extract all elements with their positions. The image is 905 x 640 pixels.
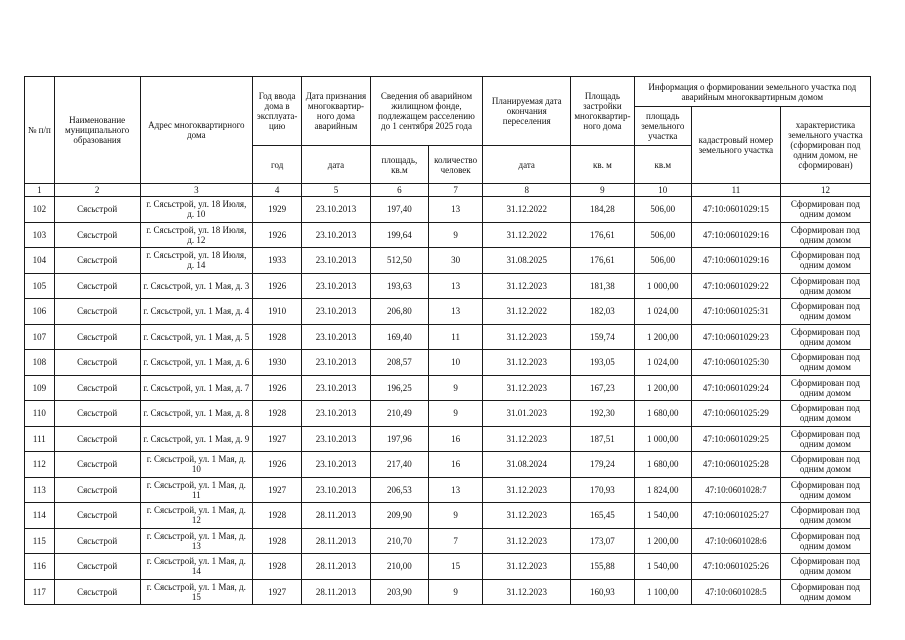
planned-date-cell: 31.12.2022 [483, 197, 571, 223]
year-cell: 1927 [253, 579, 302, 605]
year-cell: 1933 [253, 248, 302, 274]
recognition-date-cell: 23.10.2013 [302, 222, 371, 248]
land-area-cell: 1 200,00 [634, 375, 691, 401]
people-count-cell: 13 [429, 299, 483, 325]
municipality-cell: Сясьстрой [54, 197, 140, 223]
land-status-cell: Сформирован под одним домом [780, 426, 870, 452]
recognition-date-cell: 23.10.2013 [302, 324, 371, 350]
recognition-date-cell: 23.10.2013 [302, 452, 371, 478]
table-row [25, 401, 871, 427]
cadastral-number-cell: 47:10:0601028:6 [691, 528, 780, 554]
area-cell: 196,25 [370, 375, 428, 401]
year-cell: 1926 [253, 222, 302, 248]
table-row [25, 324, 871, 350]
unit-area: площадь, кв.м [370, 146, 428, 184]
column-number: 4 [253, 184, 302, 197]
recognition-date-cell: 23.10.2013 [302, 350, 371, 376]
column-number: 9 [571, 184, 634, 197]
address-cell: г. Сясьстрой, ул. 18 Июля, д. 10 [140, 197, 253, 223]
land-area-cell: 1 540,00 [634, 503, 691, 529]
land-status-cell: Сформирован под одним домом [780, 579, 870, 605]
address-cell: г. Сясьстрой, ул. 1 Мая, д. 4 [140, 299, 253, 325]
cadastral-number-cell: 47:10:0601025:27 [691, 503, 780, 529]
table-row [25, 528, 871, 554]
municipality-cell: Сясьстрой [54, 554, 140, 580]
row-number: 104 [25, 248, 55, 274]
built-area-cell: 155,88 [571, 554, 634, 580]
area-cell: 169,40 [370, 324, 428, 350]
header-built-area: Площадь застройки многоквартир-ного дома [571, 77, 634, 146]
address-cell: г. Сясьстрой, ул. 1 Мая, д. 7 [140, 375, 253, 401]
row-number: 108 [25, 350, 55, 376]
planned-date-cell: 31.01.2023 [483, 401, 571, 427]
row-number: 103 [25, 222, 55, 248]
land-status-cell: Сформирован под одним домом [780, 222, 870, 248]
people-count-cell: 9 [429, 579, 483, 605]
area-cell: 512,50 [370, 248, 428, 274]
planned-date-cell: 31.12.2023 [483, 528, 571, 554]
row-number: 114 [25, 503, 55, 529]
address-cell: г. Сясьстрой, ул. 1 Мая, д. 6 [140, 350, 253, 376]
planned-date-cell: 31.12.2023 [483, 503, 571, 529]
built-area-cell: 160,93 [571, 579, 634, 605]
planned-date-cell: 31.12.2023 [483, 579, 571, 605]
recognition-date-cell: 23.10.2013 [302, 197, 371, 223]
area-cell: 210,49 [370, 401, 428, 427]
table-row [25, 222, 871, 248]
built-area-cell: 182,03 [571, 299, 634, 325]
municipality-cell: Сясьстрой [54, 426, 140, 452]
year-cell: 1926 [253, 452, 302, 478]
address-cell: г. Сясьстрой, ул. 18 Июля, д. 12 [140, 222, 253, 248]
people-count-cell: 13 [429, 197, 483, 223]
people-count-cell: 9 [429, 375, 483, 401]
column-number: 6 [370, 184, 428, 197]
planned-date-cell: 31.12.2022 [483, 222, 571, 248]
recognition-date-cell: 23.10.2013 [302, 401, 371, 427]
table-row [25, 197, 871, 223]
land-status-cell: Сформирован под одним домом [780, 375, 870, 401]
row-number: 112 [25, 452, 55, 478]
planned-date-cell: 31.12.2023 [483, 426, 571, 452]
year-cell: 1929 [253, 197, 302, 223]
column-number: 1 [25, 184, 55, 197]
built-area-cell: 170,93 [571, 477, 634, 503]
area-cell: 209,90 [370, 503, 428, 529]
address-cell: г. Сясьстрой, ул. 18 Июля, д. 14 [140, 248, 253, 274]
municipality-cell: Сясьстрой [54, 401, 140, 427]
header-municipality: Наименование муниципального образования [54, 77, 140, 184]
people-count-cell: 9 [429, 503, 483, 529]
row-number: 111 [25, 426, 55, 452]
recognition-date-cell: 23.10.2013 [302, 375, 371, 401]
row-number: 102 [25, 197, 55, 223]
planned-date-cell: 31.12.2022 [483, 299, 571, 325]
column-number: 8 [483, 184, 571, 197]
planned-date-cell: 31.12.2023 [483, 324, 571, 350]
cadastral-number-cell: 47:10:0601029:15 [691, 197, 780, 223]
municipality-cell: Сясьстрой [54, 248, 140, 274]
area-cell: 208,57 [370, 350, 428, 376]
people-count-cell: 9 [429, 222, 483, 248]
land-status-cell: Сформирован под одним домом [780, 197, 870, 223]
table-row [25, 579, 871, 605]
unit-year: год [253, 146, 302, 184]
municipality-cell: Сясьстрой [54, 350, 140, 376]
header-emergency-stock: Сведения об аварийном жилищном фонде, подлежащем расселению до 1 сентября 2025 года [370, 77, 483, 146]
built-area-cell: 176,61 [571, 222, 634, 248]
year-cell: 1928 [253, 503, 302, 529]
row-number: 109 [25, 375, 55, 401]
year-cell: 1928 [253, 324, 302, 350]
cadastral-number-cell: 47:10:0601029:22 [691, 273, 780, 299]
cadastral-number-cell: 47:10:0601029:24 [691, 375, 780, 401]
cadastral-number-cell: 47:10:0601025:29 [691, 401, 780, 427]
address-cell: г. Сясьстрой, ул. 1 Мая, д. 12 [140, 503, 253, 529]
people-count-cell: 7 [429, 528, 483, 554]
built-area-cell: 193,05 [571, 350, 634, 376]
recognition-date-cell: 23.10.2013 [302, 299, 371, 325]
people-count-cell: 9 [429, 401, 483, 427]
table-row [25, 452, 871, 478]
people-count-cell: 30 [429, 248, 483, 274]
unit-date: дата [302, 146, 371, 184]
row-number: 105 [25, 273, 55, 299]
planned-date-cell: 31.12.2023 [483, 375, 571, 401]
land-area-cell: 1 024,00 [634, 350, 691, 376]
header-cadastral: кадастровый номер земельного участка [691, 107, 780, 184]
land-status-cell: Сформирован под одним домом [780, 324, 870, 350]
land-status-cell: Сформирован под одним домом [780, 554, 870, 580]
planned-date-cell: 31.08.2025 [483, 248, 571, 274]
column-number: 5 [302, 184, 371, 197]
people-count-cell: 16 [429, 426, 483, 452]
row-number: 113 [25, 477, 55, 503]
table-row [25, 503, 871, 529]
land-status-cell: Сформирован под одним домом [780, 299, 870, 325]
table-row [25, 248, 871, 274]
land-area-cell: 1 540,00 [634, 554, 691, 580]
land-area-cell: 1 680,00 [634, 401, 691, 427]
land-status-cell: Сформирован под одним домом [780, 452, 870, 478]
planned-date-cell: 31.12.2023 [483, 350, 571, 376]
cadastral-number-cell: 47:10:0601025:26 [691, 554, 780, 580]
recognition-date-cell: 23.10.2013 [302, 477, 371, 503]
built-area-cell: 165,45 [571, 503, 634, 529]
row-number: 116 [25, 554, 55, 580]
people-count-cell: 13 [429, 273, 483, 299]
planned-date-cell: 31.12.2023 [483, 477, 571, 503]
cadastral-number-cell: 47:10:0601029:16 [691, 222, 780, 248]
area-cell: 206,80 [370, 299, 428, 325]
land-area-cell: 1 680,00 [634, 452, 691, 478]
year-cell: 1928 [253, 554, 302, 580]
built-area-cell: 184,28 [571, 197, 634, 223]
cadastral-number-cell: 47:10:0601025:30 [691, 350, 780, 376]
recognition-date-cell: 23.10.2013 [302, 426, 371, 452]
land-status-cell: Сформирован под одним домом [780, 528, 870, 554]
land-status-cell: Сформирован под одним домом [780, 248, 870, 274]
land-area-cell: 1 200,00 [634, 528, 691, 554]
row-number: 106 [25, 299, 55, 325]
unit-sqm: кв. м [571, 146, 634, 184]
table-row [25, 426, 871, 452]
cadastral-number-cell: 47:10:0601029:25 [691, 426, 780, 452]
area-cell: 197,40 [370, 197, 428, 223]
row-number: 107 [25, 324, 55, 350]
people-count-cell: 10 [429, 350, 483, 376]
address-cell: г. Сясьстрой, ул. 1 Мая, д. 8 [140, 401, 253, 427]
municipality-cell: Сясьстрой [54, 273, 140, 299]
municipality-cell: Сясьстрой [54, 299, 140, 325]
area-cell: 193,63 [370, 273, 428, 299]
municipality-cell: Сясьстрой [54, 324, 140, 350]
area-cell: 197,96 [370, 426, 428, 452]
area-cell: 210,00 [370, 554, 428, 580]
municipality-cell: Сясьстрой [54, 477, 140, 503]
unit-land-sqm: кв.м [634, 146, 691, 184]
address-cell: г. Сясьстрой, ул. 1 Мая, д. 14 [140, 554, 253, 580]
people-count-cell: 15 [429, 554, 483, 580]
land-area-cell: 506,00 [634, 222, 691, 248]
municipality-cell: Сясьстрой [54, 452, 140, 478]
area-cell: 203,90 [370, 579, 428, 605]
table-row [25, 299, 871, 325]
municipality-cell: Сясьстрой [54, 375, 140, 401]
planned-date-cell: 31.12.2023 [483, 554, 571, 580]
land-status-cell: Сформирован под одним домом [780, 401, 870, 427]
header-year-commissioned: Год ввода дома в эксплуата-цию [253, 77, 302, 146]
row-number: 115 [25, 528, 55, 554]
address-cell: г. Сясьстрой, ул. 1 Мая, д. 10 [140, 452, 253, 478]
year-cell: 1928 [253, 401, 302, 427]
year-cell: 1926 [253, 375, 302, 401]
municipality-cell: Сясьстрой [54, 222, 140, 248]
cadastral-number-cell: 47:10:0601025:31 [691, 299, 780, 325]
year-cell: 1927 [253, 426, 302, 452]
row-number: 110 [25, 401, 55, 427]
area-cell: 210,70 [370, 528, 428, 554]
table-row [25, 554, 871, 580]
column-number: 2 [54, 184, 140, 197]
land-area-cell: 506,00 [634, 248, 691, 274]
land-area-cell: 1 200,00 [634, 324, 691, 350]
people-count-cell: 11 [429, 324, 483, 350]
land-area-cell: 1 024,00 [634, 299, 691, 325]
built-area-cell: 167,23 [571, 375, 634, 401]
municipality-cell: Сясьстрой [54, 503, 140, 529]
built-area-cell: 192,30 [571, 401, 634, 427]
land-area-cell: 506,00 [634, 197, 691, 223]
area-cell: 206,53 [370, 477, 428, 503]
cadastral-number-cell: 47:10:0601028:5 [691, 579, 780, 605]
table-row [25, 375, 871, 401]
built-area-cell: 187,51 [571, 426, 634, 452]
column-number: 12 [780, 184, 870, 197]
built-area-cell: 173,07 [571, 528, 634, 554]
header-num: № п/п [25, 77, 55, 184]
planned-date-cell: 31.08.2024 [483, 452, 571, 478]
area-cell: 199,64 [370, 222, 428, 248]
land-area-cell: 1 000,00 [634, 273, 691, 299]
land-status-cell: Сформирован под одним домом [780, 503, 870, 529]
people-count-cell: 13 [429, 477, 483, 503]
unit-plan-date: дата [483, 146, 571, 184]
land-area-cell: 1 824,00 [634, 477, 691, 503]
address-cell: г. Сясьстрой, ул. 1 Мая, д. 15 [140, 579, 253, 605]
land-area-cell: 1 100,00 [634, 579, 691, 605]
address-cell: г. Сясьстрой, ул. 1 Мая, д. 3 [140, 273, 253, 299]
address-cell: г. Сясьстрой, ул. 1 Мая, д. 9 [140, 426, 253, 452]
recognition-date-cell: 28.11.2013 [302, 528, 371, 554]
header-land-area: площадь земельного участка [634, 107, 691, 146]
column-number-row [25, 184, 871, 197]
header-land-info: Информация о формировании земельного участка под аварийным многоквартирным домом [634, 77, 870, 107]
document-page [24, 76, 871, 605]
header-recognition-date: Дата признания многоквартир-ного дома аварийным [302, 77, 371, 146]
land-area-cell: 1 000,00 [634, 426, 691, 452]
year-cell: 1927 [253, 477, 302, 503]
land-status-cell: Сформирован под одним домом [780, 477, 870, 503]
municipality-cell: Сясьстрой [54, 528, 140, 554]
area-cell: 217,40 [370, 452, 428, 478]
column-number: 3 [140, 184, 253, 197]
year-cell: 1926 [253, 273, 302, 299]
recognition-date-cell: 28.11.2013 [302, 579, 371, 605]
built-area-cell: 176,61 [571, 248, 634, 274]
built-area-cell: 179,24 [571, 452, 634, 478]
recognition-date-cell: 28.11.2013 [302, 503, 371, 529]
planned-date-cell: 31.12.2023 [483, 273, 571, 299]
unit-people: количество человек [429, 146, 483, 184]
emergency-housing-table [24, 76, 871, 605]
table-row [25, 350, 871, 376]
recognition-date-cell: 23.10.2013 [302, 248, 371, 274]
header-address: Адрес многоквартирного дома [140, 77, 253, 184]
land-status-cell: Сформирован под одним домом [780, 273, 870, 299]
cadastral-number-cell: 47:10:0601029:23 [691, 324, 780, 350]
column-number: 11 [691, 184, 780, 197]
built-area-cell: 159,74 [571, 324, 634, 350]
column-number: 7 [429, 184, 483, 197]
table-body [25, 197, 871, 605]
people-count-cell: 16 [429, 452, 483, 478]
cadastral-number-cell: 47:10:0601025:28 [691, 452, 780, 478]
table-row [25, 273, 871, 299]
address-cell: г. Сясьстрой, ул. 1 Мая, д. 11 [140, 477, 253, 503]
year-cell: 1910 [253, 299, 302, 325]
header-planned-end: Планируемая дата окончания переселения [483, 77, 571, 146]
built-area-cell: 181,38 [571, 273, 634, 299]
address-cell: г. Сясьстрой, ул. 1 Мая, д. 5 [140, 324, 253, 350]
year-cell: 1928 [253, 528, 302, 554]
table-row [25, 477, 871, 503]
recognition-date-cell: 28.11.2013 [302, 554, 371, 580]
address-cell: г. Сясьстрой, ул. 1 Мая, д. 13 [140, 528, 253, 554]
cadastral-number-cell: 47:10:0601028:7 [691, 477, 780, 503]
column-number: 10 [634, 184, 691, 197]
year-cell: 1930 [253, 350, 302, 376]
municipality-cell: Сясьстрой [54, 579, 140, 605]
cadastral-number-cell: 47:10:0601029:16 [691, 248, 780, 274]
row-number: 117 [25, 579, 55, 605]
recognition-date-cell: 23.10.2013 [302, 273, 371, 299]
land-status-cell: Сформирован под одним домом [780, 350, 870, 376]
header-land-status: характеристика земельного участка (сформирован под одним домом, не сформирован) [780, 107, 870, 184]
